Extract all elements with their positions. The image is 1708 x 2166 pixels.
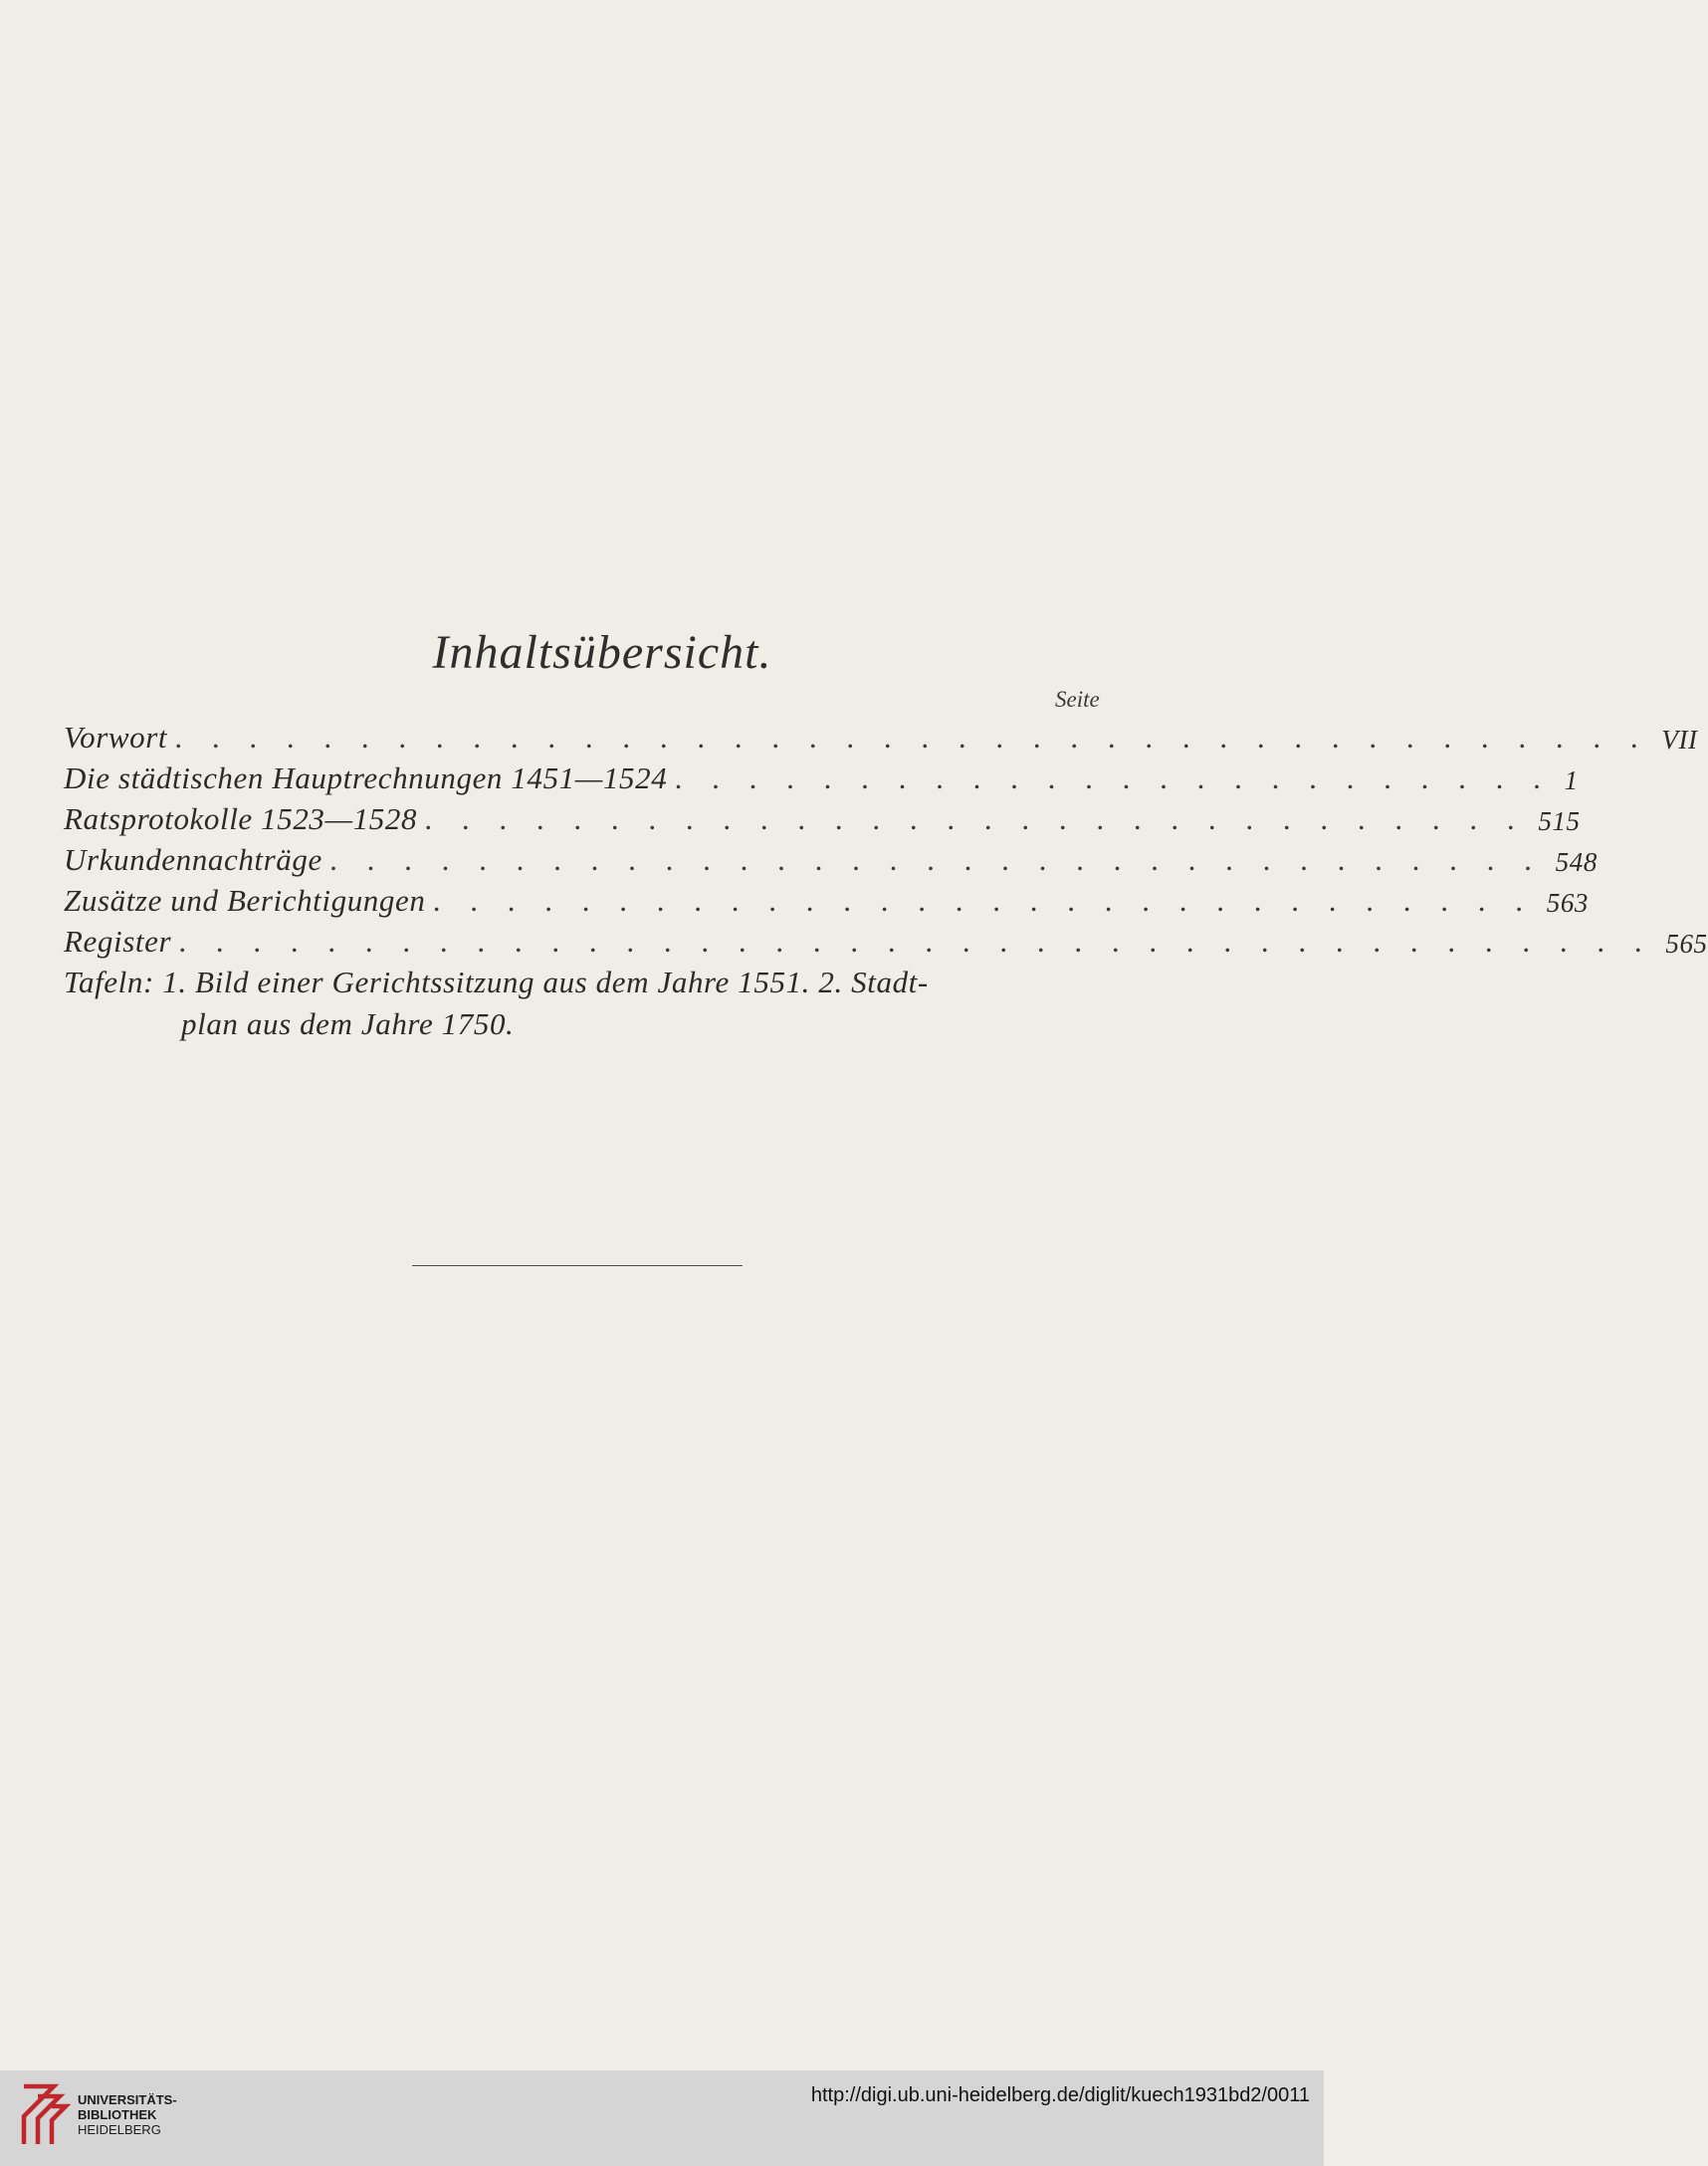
toc-entry — [64, 919, 1708, 960]
toc-title: Inhaltsübersicht. — [432, 626, 772, 679]
library-name-line: HEIDELBERG — [78, 2122, 161, 2137]
dot-leader: . . . . . . . . . . . . . . . . . . . . . . . . . . . . . . . . . . . . . . . . — [179, 924, 1654, 959]
toc-entry — [64, 715, 1698, 756]
plates-note-line: plan aus dem Jahre 1750. — [181, 1006, 515, 1041]
permalink-url[interactable]: http://digi.ub.uni-heidelberg.de/diglit/kuech1931bd2/0011 — [810, 2084, 1310, 2106]
library-name-line: UNIVERSITÄTS- — [78, 2092, 177, 2107]
library-name-line: BIBLIOTHEK — [78, 2107, 157, 2122]
toc-entry-label: Urkundennachträge — [64, 842, 322, 877]
toc-entry-page: 1 — [1564, 765, 1579, 795]
page-column-label: Seite — [1055, 687, 1100, 712]
toc-entry — [64, 756, 1579, 796]
toc-entry-label: Die städtischen Hauptrechnungen 1451—1524 — [64, 760, 668, 795]
library-logo-icon — [14, 2082, 70, 2148]
toc-entry-label: Register — [64, 924, 172, 959]
plates-note-line: Tafeln: 1. Bild einer Gerichtssitzung aus dem Jahre 1551. 2. Stadt- — [64, 965, 929, 999]
plates-note — [64, 962, 1059, 1045]
toc-entry-label: Zusätze und Berichtigungen — [64, 883, 426, 918]
toc-entry-page: VII — [1661, 725, 1698, 755]
toc-entry-page: 515 — [1538, 806, 1581, 836]
dot-leader: . . . . . . . . . . . . . . . . . . . . . . . . . . . . . . . . . — [329, 842, 1544, 877]
dot-leader: . . . . . . . . . . . . . . . . . . . . . . . . . . . . . . — [433, 883, 1535, 918]
toc-entry-label: Ratsprotokolle 1523—1528 — [64, 801, 418, 836]
toc-entry-page: 563 — [1546, 888, 1590, 918]
dot-leader: . . . . . . . . . . . . . . . . . . . . . . . . — [675, 760, 1553, 795]
dot-leader: . . . . . . . . . . . . . . . . . . . . . . . . . . . . . . . . . . . . . . . . — [175, 720, 1650, 755]
toc-entry — [64, 796, 1581, 837]
table-of-contents — [64, 715, 1708, 1045]
toc-entry-page: 548 — [1555, 847, 1598, 877]
horizontal-rule — [412, 1265, 743, 1266]
library-name — [78, 2092, 177, 2137]
toc-entry — [64, 837, 1598, 878]
toc-entry — [64, 878, 1590, 919]
toc-entry-page: 565 — [1665, 929, 1708, 959]
dot-leader: . . . . . . . . . . . . . . . . . . . . . . . . . . . . . . — [425, 801, 1527, 836]
toc-entry-label: Vorwort — [64, 720, 168, 755]
